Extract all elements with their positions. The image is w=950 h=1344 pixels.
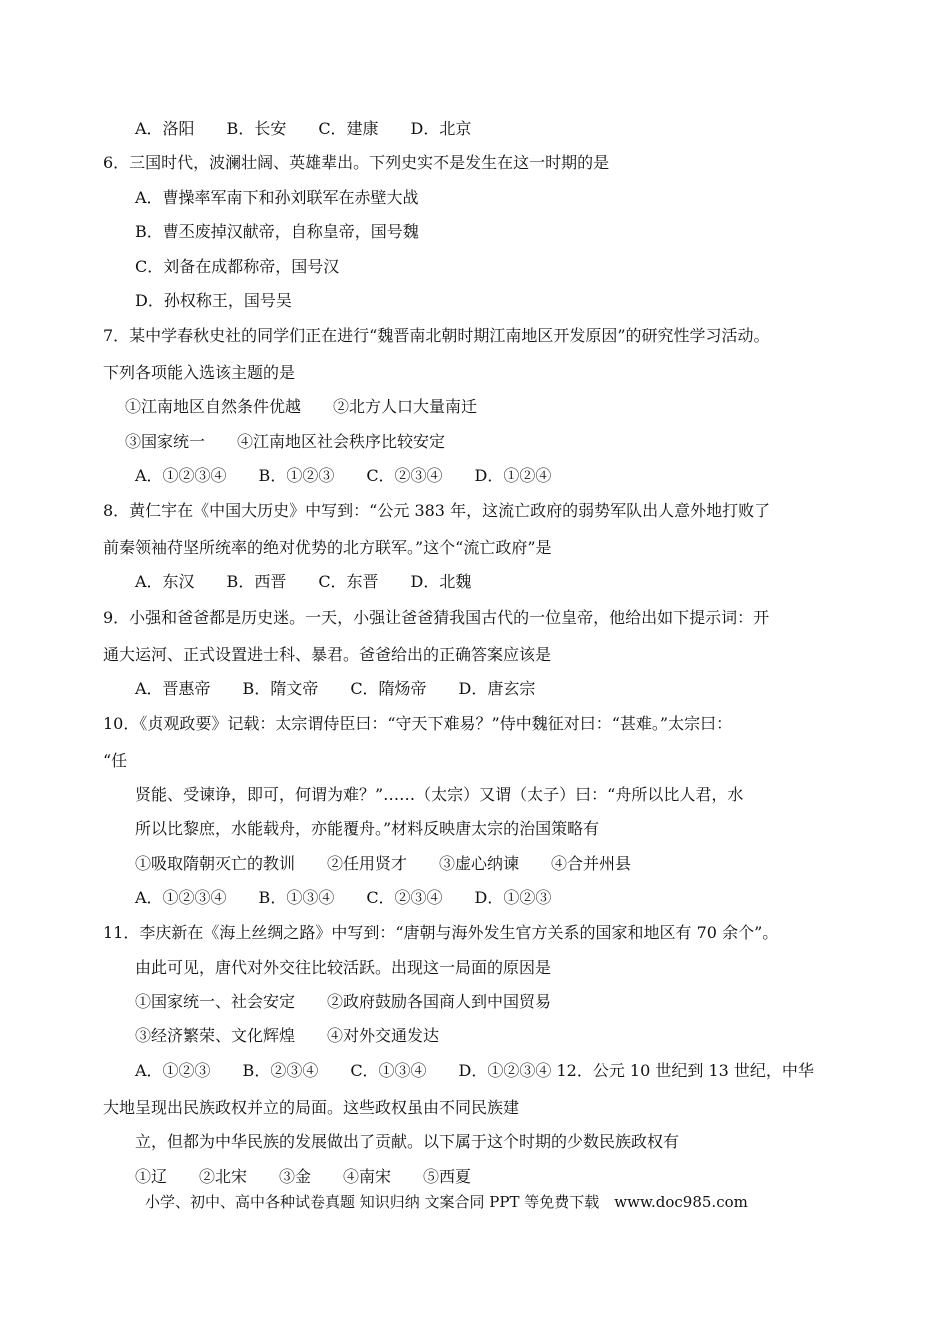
q9-stem-line-2: 通大运河、正式设置进士科、暴君。爸爸给出的正确答案应该是: [103, 645, 552, 664]
q10-stem-line-2: “任: [103, 751, 128, 770]
q10-stem-line-4: 所以比黎庶，水能载舟，亦能覆舟。”材料反映唐太宗的治国策略有: [135, 819, 600, 838]
q7-options: A．①②③④ B．①②③ C．②③④ D．①②④: [135, 466, 552, 485]
q12-stem-line-3: 立，但都为中华民族的发展做出了贡献。以下属于这个时期的少数民族政权有: [135, 1132, 680, 1151]
q12-stem-line-2: 大地呈现出民族政权并立的局面。这些政权虽由不同民族建: [103, 1098, 520, 1117]
q9-options: A．晋惠帝 B．隋文帝 C．隋炀帝 D．唐玄宗: [135, 679, 536, 698]
q8-stem-line-1: 8．黄仁宇在《中国大历史》中写到：“公元 383 年，这流亡政府的弱势军队出人意外地打败了: [103, 501, 771, 520]
q5-options: A．洛阳 B．长安 C．建康 D．北京: [135, 119, 472, 138]
q10-stem-line-3: 贤能、受谏诤，即可，何谓为难？”……（太宗）又谓（太子）曰：“舟所以比人君，水: [135, 785, 744, 804]
q6-option-d: D．孙权称王，国号吴: [135, 291, 292, 310]
q9-stem-line-1: 9．小强和爸爸都是历史迷。一天，小强让爸爸猜我国古代的一位皇帝，他给出如下提示词：开: [103, 608, 770, 627]
q11-stem-line-2: 由此可见，唐代对外交往比较活跃。出现这一局面的原因是: [135, 958, 552, 977]
q11-items-line-1: ①国家统一、社会安定 ②政府鼓励各国商人到中国贸易: [135, 992, 552, 1011]
footer-download-note: 小学、初中、高中各种试卷真题 知识归纳 文案合同 PPT 等免费下载 www.doc985.com: [145, 1193, 748, 1211]
q7-items-line-1: ①江南地区自然条件优越 ②北方人口大量南迁: [125, 397, 478, 416]
q10-options: A．①②③④ B．①③④ C．②③④ D．①②③: [135, 888, 552, 907]
q6-stem: 6．三国时代，波澜壮阔、英雄辈出。下列史实不是发生在这一时期的是: [103, 153, 610, 172]
q10-stem-line-1: 10．《贞观政要》记载：太宗谓侍臣曰：“守天下难易？”侍中魏征对曰：“甚难。”太宗曰：: [103, 714, 733, 733]
q8-stem-line-2: 前秦领袖苻坚所统率的绝对优势的北方联军。”这个“流亡政府”是: [103, 538, 552, 557]
q6-option-a: A．曹操率军南下和孙刘联军在赤壁大战: [135, 188, 419, 207]
q6-option-b: B．曹丕废掉汉献帝，自称皇帝，国号魏: [135, 222, 419, 241]
q7-items-line-2: ③国家统一 ④江南地区社会秩序比较安定: [125, 432, 446, 451]
q8-options: A．东汉 B．西晋 C．东晋 D．北魏: [135, 572, 472, 591]
q11-items-line-2: ③经济繁荣、文化辉煌 ④对外交通发达: [135, 1026, 440, 1045]
q10-items: ①吸取隋朝灭亡的教训 ②任用贤才 ③虚心纳谏 ④合并州县: [135, 854, 632, 873]
q11-stem-line-1: 11．李庆新在《海上丝绸之路》中写到：“唐朝与海外发生官方关系的国家和地区有 70 余个”。: [103, 923, 779, 942]
q7-stem-line-1: 7．某中学春秋史社的同学们正在进行“魏晋南北朝时期江南地区开发原因”的研究性学习活动。: [103, 326, 770, 345]
q11-options-and-q12-line-1: A．①②③ B．②③④ C．①③④ D．①②③④ 12．公元 10 世纪到 13 世纪，中华: [135, 1061, 814, 1080]
q7-stem-line-2: 下列各项能入选该主题的是: [103, 363, 296, 382]
q12-items: ①辽 ②北宋 ③金 ④南宋 ⑤西夏: [135, 1167, 472, 1186]
q6-option-c: C．刘备在成都称帝，国号汉: [135, 257, 340, 276]
